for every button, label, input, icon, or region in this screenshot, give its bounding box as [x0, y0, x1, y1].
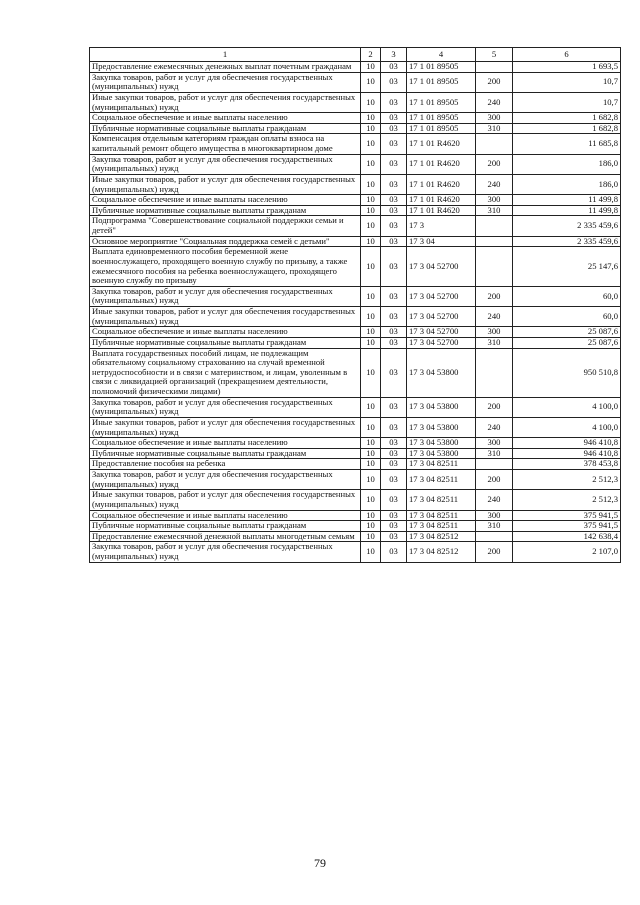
- row-section: 10: [361, 205, 381, 216]
- row-expense-type: [476, 247, 513, 287]
- row-amount: 950 510,8: [513, 348, 621, 397]
- row-expense-type: 310: [476, 337, 513, 348]
- row-section: 10: [361, 216, 381, 236]
- row-section: 10: [361, 286, 381, 306]
- row-amount: 2 512,3: [513, 490, 621, 510]
- row-section: 10: [361, 470, 381, 490]
- row-amount: 946 410,8: [513, 438, 621, 449]
- table-row: [90, 459, 621, 470]
- row-amount: 11 685,8: [513, 134, 621, 154]
- row-amount: 10,7: [513, 92, 621, 112]
- row-subsection: 03: [381, 470, 407, 490]
- row-subsection: 03: [381, 113, 407, 124]
- row-amount: 375 941,5: [513, 521, 621, 532]
- row-section: 10: [361, 397, 381, 417]
- column-header: 4: [407, 48, 476, 62]
- row-target-code: 17 3 04 53800: [407, 417, 476, 437]
- row-description: Закупка товаров, работ и услуг для обеспечения государственных (муниципальных) нужд: [90, 470, 361, 490]
- row-subsection: 03: [381, 531, 407, 542]
- table-header-row: [90, 48, 621, 62]
- row-amount: 25 087,6: [513, 327, 621, 338]
- row-expense-type: [476, 459, 513, 470]
- row-target-code: 17 3 04 82512: [407, 542, 476, 562]
- table-row: [90, 327, 621, 338]
- table-row: [90, 521, 621, 532]
- column-header: 1: [90, 48, 361, 62]
- row-subsection: 03: [381, 236, 407, 247]
- table-row: [90, 490, 621, 510]
- row-amount: 1 682,8: [513, 113, 621, 124]
- row-expense-type: 310: [476, 448, 513, 459]
- row-description: Компенсация отдельным категориям граждан оплаты взноса на капитальный ремонт общего имущества в многоквартирном доме: [90, 134, 361, 154]
- row-amount: 2 335 459,6: [513, 216, 621, 236]
- row-description: Выплата государственных пособий лицам, не подлежащим обязательному социальному страхованию на случай временной нетрудоспособности и в связи с материнством, и лицам, уволенным в связи с ликвидацией организаций (прекращением деятельности, полномочий физическими лицами): [90, 348, 361, 397]
- row-target-code: 17 1 01 R4620: [407, 134, 476, 154]
- row-subsection: 03: [381, 62, 407, 73]
- row-description: Иные закупки товаров, работ и услуг для обеспечения государственных (муниципальных) нужд: [90, 417, 361, 437]
- row-section: 10: [361, 307, 381, 327]
- row-expense-type: 240: [476, 92, 513, 112]
- row-expense-type: 200: [476, 72, 513, 92]
- row-amount: 60,0: [513, 286, 621, 306]
- row-amount: 2 512,3: [513, 470, 621, 490]
- row-target-code: 17 3 04 53800: [407, 348, 476, 397]
- row-section: 10: [361, 134, 381, 154]
- row-subsection: 03: [381, 348, 407, 397]
- table-row: [90, 470, 621, 490]
- row-description: Иные закупки товаров, работ и услуг для обеспечения государственных (муниципальных) нужд: [90, 174, 361, 194]
- row-subsection: 03: [381, 397, 407, 417]
- row-amount: 1 693,5: [513, 62, 621, 73]
- row-section: 10: [361, 348, 381, 397]
- row-expense-type: 300: [476, 438, 513, 449]
- row-subsection: 03: [381, 307, 407, 327]
- row-target-code: 17 3 04 52700: [407, 337, 476, 348]
- row-description: Публичные нормативные социальные выплаты гражданам: [90, 337, 361, 348]
- row-target-code: 17 3 04 53800: [407, 397, 476, 417]
- row-amount: 375 941,5: [513, 510, 621, 521]
- row-description: Предоставление пособия на ребенка: [90, 459, 361, 470]
- row-expense-type: 200: [476, 542, 513, 562]
- table-row: [90, 510, 621, 521]
- row-expense-type: 310: [476, 205, 513, 216]
- row-expense-type: [476, 531, 513, 542]
- row-amount: 142 638,4: [513, 531, 621, 542]
- row-expense-type: 240: [476, 490, 513, 510]
- row-section: 10: [361, 510, 381, 521]
- row-target-code: 17 1 01 89505: [407, 113, 476, 124]
- row-subsection: 03: [381, 438, 407, 449]
- row-subsection: 03: [381, 92, 407, 112]
- row-description: Предоставление ежемесячных денежных выплат почетным гражданам: [90, 62, 361, 73]
- row-section: 10: [361, 459, 381, 470]
- table-row: [90, 205, 621, 216]
- row-description: Подпрограмма "Совершенствование социальной поддержки семьи и детей": [90, 216, 361, 236]
- row-expense-type: 240: [476, 417, 513, 437]
- row-amount: 25 087,6: [513, 337, 621, 348]
- table-row: [90, 72, 621, 92]
- row-target-code: 17 1 01 89505: [407, 123, 476, 134]
- row-target-code: 17 3 04 82511: [407, 470, 476, 490]
- row-target-code: 17 3 04: [407, 236, 476, 247]
- row-expense-type: 200: [476, 470, 513, 490]
- row-description: Закупка товаров, работ и услуг для обеспечения государственных (муниципальных) нужд: [90, 397, 361, 417]
- row-subsection: 03: [381, 72, 407, 92]
- row-subsection: 03: [381, 521, 407, 532]
- row-description: Выплата единовременного пособия беременной жене военнослужащего, проходящего военную службу по призыву, а также ежемесячного пособия на ребенка военнослужащего, проходящего военную службу по призыву: [90, 247, 361, 287]
- row-target-code: 17 3 04 82511: [407, 459, 476, 470]
- row-subsection: 03: [381, 134, 407, 154]
- row-description: Закупка товаров, работ и услуг для обеспечения государственных (муниципальных) нужд: [90, 72, 361, 92]
- row-expense-type: 300: [476, 510, 513, 521]
- row-description: Закупка товаров, работ и услуг для обеспечения государственных (муниципальных) нужд: [90, 286, 361, 306]
- row-section: 10: [361, 123, 381, 134]
- row-description: Социальное обеспечение и иные выплаты населению: [90, 438, 361, 449]
- column-header: 3: [381, 48, 407, 62]
- row-section: 10: [361, 542, 381, 562]
- row-target-code: 17 3 04 52700: [407, 307, 476, 327]
- row-amount: 946 410,8: [513, 448, 621, 459]
- table-row: [90, 448, 621, 459]
- table-row: [90, 397, 621, 417]
- row-amount: 11 499,8: [513, 195, 621, 206]
- row-target-code: 17 3 04 53800: [407, 448, 476, 459]
- row-subsection: 03: [381, 154, 407, 174]
- table-row: [90, 542, 621, 562]
- table-row: [90, 134, 621, 154]
- row-target-code: 17 3 04 52700: [407, 327, 476, 338]
- row-description: Публичные нормативные социальные выплаты гражданам: [90, 521, 361, 532]
- row-subsection: 03: [381, 459, 407, 470]
- table-row: [90, 236, 621, 247]
- row-description: Публичные нормативные социальные выплаты гражданам: [90, 448, 361, 459]
- row-section: 10: [361, 531, 381, 542]
- column-header: 2: [361, 48, 381, 62]
- row-section: 10: [361, 490, 381, 510]
- row-target-code: 17 3 04 52700: [407, 247, 476, 287]
- row-section: 10: [361, 337, 381, 348]
- table-row: [90, 337, 621, 348]
- row-section: 10: [361, 417, 381, 437]
- row-section: 10: [361, 174, 381, 194]
- row-amount: 4 100,0: [513, 397, 621, 417]
- row-subsection: 03: [381, 490, 407, 510]
- table-row: [90, 307, 621, 327]
- row-expense-type: 300: [476, 327, 513, 338]
- row-target-code: 17 3 04 53800: [407, 438, 476, 449]
- table-row: [90, 123, 621, 134]
- row-target-code: 17 1 01 R4620: [407, 154, 476, 174]
- table-body: [90, 62, 621, 563]
- row-amount: 186,0: [513, 174, 621, 194]
- row-section: 10: [361, 438, 381, 449]
- row-subsection: 03: [381, 247, 407, 287]
- row-description: Основное мероприятие "Социальная поддержка семей с детьми": [90, 236, 361, 247]
- row-section: 10: [361, 72, 381, 92]
- row-description: Иные закупки товаров, работ и услуг для обеспечения государственных (муниципальных) нужд: [90, 307, 361, 327]
- page-number: 79: [314, 856, 326, 870]
- table-row: [90, 195, 621, 206]
- row-description: Социальное обеспечение и иные выплаты населению: [90, 113, 361, 124]
- row-target-code: 17 1 01 89505: [407, 62, 476, 73]
- budget-table: [89, 47, 621, 563]
- row-section: 10: [361, 247, 381, 287]
- row-section: 10: [361, 236, 381, 247]
- row-subsection: 03: [381, 327, 407, 338]
- table-row: [90, 154, 621, 174]
- row-expense-type: 240: [476, 307, 513, 327]
- row-target-code: 17 3 04 52700: [407, 286, 476, 306]
- row-section: 10: [361, 327, 381, 338]
- row-target-code: 17 1 01 R4620: [407, 205, 476, 216]
- row-expense-type: [476, 236, 513, 247]
- row-amount: 25 147,6: [513, 247, 621, 287]
- row-expense-type: 300: [476, 195, 513, 206]
- row-description: Предоставление ежемесячной денежной выплаты многодетным семьям: [90, 531, 361, 542]
- table-row: [90, 286, 621, 306]
- row-subsection: 03: [381, 286, 407, 306]
- row-description: Закупка товаров, работ и услуг для обеспечения государственных (муниципальных) нужд: [90, 542, 361, 562]
- table-row: [90, 92, 621, 112]
- row-expense-type: [476, 216, 513, 236]
- row-subsection: 03: [381, 205, 407, 216]
- row-target-code: 17 3: [407, 216, 476, 236]
- row-description: Социальное обеспечение и иные выплаты населению: [90, 327, 361, 338]
- row-target-code: 17 3 04 82511: [407, 490, 476, 510]
- row-description: Социальное обеспечение и иные выплаты населению: [90, 510, 361, 521]
- row-amount: 2 335 459,6: [513, 236, 621, 247]
- row-target-code: 17 3 04 82512: [407, 531, 476, 542]
- table-row: [90, 113, 621, 124]
- row-description: Закупка товаров, работ и услуг для обеспечения государственных (муниципальных) нужд: [90, 154, 361, 174]
- row-target-code: 17 1 01 R4620: [407, 174, 476, 194]
- table-row: [90, 174, 621, 194]
- row-expense-type: 200: [476, 154, 513, 174]
- row-expense-type: [476, 134, 513, 154]
- row-description: Социальное обеспечение и иные выплаты населению: [90, 195, 361, 206]
- row-target-code: 17 1 01 R4620: [407, 195, 476, 206]
- row-expense-type: 200: [476, 286, 513, 306]
- row-subsection: 03: [381, 216, 407, 236]
- row-section: 10: [361, 448, 381, 459]
- row-section: 10: [361, 92, 381, 112]
- table-row: [90, 247, 621, 287]
- row-amount: 11 499,8: [513, 205, 621, 216]
- row-amount: 378 453,8: [513, 459, 621, 470]
- row-target-code: 17 3 04 82511: [407, 521, 476, 532]
- row-subsection: 03: [381, 123, 407, 134]
- row-section: 10: [361, 195, 381, 206]
- row-target-code: 17 3 04 82511: [407, 510, 476, 521]
- row-section: 10: [361, 521, 381, 532]
- row-section: 10: [361, 62, 381, 73]
- column-header: 6: [513, 48, 621, 62]
- row-target-code: 17 1 01 89505: [407, 72, 476, 92]
- row-subsection: 03: [381, 417, 407, 437]
- row-section: 10: [361, 113, 381, 124]
- row-section: 10: [361, 154, 381, 174]
- row-expense-type: [476, 348, 513, 397]
- row-subsection: 03: [381, 510, 407, 521]
- row-subsection: 03: [381, 174, 407, 194]
- row-amount: 2 107,0: [513, 542, 621, 562]
- row-subsection: 03: [381, 337, 407, 348]
- row-amount: 186,0: [513, 154, 621, 174]
- row-expense-type: [476, 62, 513, 73]
- row-subsection: 03: [381, 448, 407, 459]
- row-expense-type: 310: [476, 521, 513, 532]
- row-expense-type: 200: [476, 397, 513, 417]
- row-description: Публичные нормативные социальные выплаты гражданам: [90, 205, 361, 216]
- row-amount: 60,0: [513, 307, 621, 327]
- row-expense-type: 240: [476, 174, 513, 194]
- row-description: Иные закупки товаров, работ и услуг для обеспечения государственных (муниципальных) нужд: [90, 92, 361, 112]
- row-description: Иные закупки товаров, работ и услуг для обеспечения государственных (муниципальных) нужд: [90, 490, 361, 510]
- row-subsection: 03: [381, 195, 407, 206]
- table-row: [90, 438, 621, 449]
- table-row: [90, 62, 621, 73]
- table-row: [90, 531, 621, 542]
- table-row: [90, 216, 621, 236]
- row-expense-type: 310: [476, 123, 513, 134]
- table-row: [90, 348, 621, 397]
- row-amount: 4 100,0: [513, 417, 621, 437]
- row-target-code: 17 1 01 89505: [407, 92, 476, 112]
- row-amount: 1 682,8: [513, 123, 621, 134]
- row-expense-type: 300: [476, 113, 513, 124]
- column-header: 5: [476, 48, 513, 62]
- row-amount: 10,7: [513, 72, 621, 92]
- row-description: Публичные нормативные социальные выплаты гражданам: [90, 123, 361, 134]
- table-row: [90, 417, 621, 437]
- row-subsection: 03: [381, 542, 407, 562]
